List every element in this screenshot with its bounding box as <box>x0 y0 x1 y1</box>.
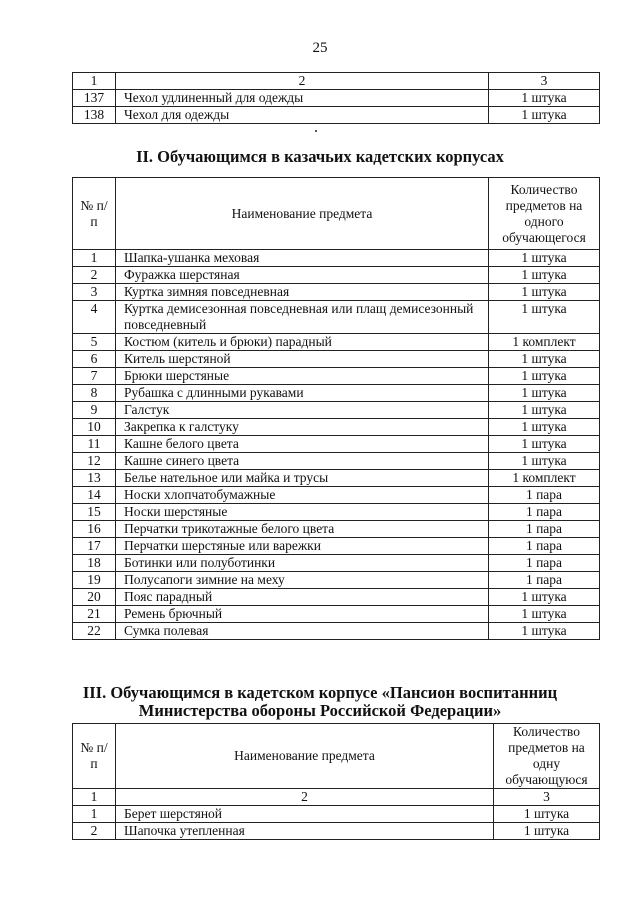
row-number: 20 <box>73 589 116 606</box>
table-header-row <box>73 178 600 250</box>
table-row <box>73 504 600 521</box>
row-number: 15 <box>73 504 116 521</box>
row-number: 21 <box>73 606 116 623</box>
item-quantity: 1 штука <box>489 267 600 284</box>
item-name: Закрепка к галстуку <box>116 419 489 436</box>
table-row <box>73 606 600 623</box>
item-name: Пояс парадный <box>116 589 489 606</box>
column-number-2: 2 <box>116 73 489 90</box>
row-number: 9 <box>73 402 116 419</box>
item-quantity: 1 штука <box>489 453 600 470</box>
item-quantity: 1 штука <box>489 402 600 419</box>
item-name: Шапка-ушанка меховая <box>116 250 489 267</box>
row-number: 18 <box>73 555 116 572</box>
item-quantity: 1 штука <box>489 90 600 107</box>
item-name: Ботинки или полуботинки <box>116 555 489 572</box>
column-header-quantity: Количество предметов на одного обучающегося <box>489 178 600 250</box>
row-number: 137 <box>73 90 116 107</box>
item-name: Сумка полевая <box>116 623 489 640</box>
item-quantity: 1 штука <box>489 623 600 640</box>
item-quantity: 1 штука <box>489 351 600 368</box>
row-number: 19 <box>73 572 116 589</box>
item-quantity: 1 комплект <box>489 334 600 351</box>
table-row <box>73 538 600 555</box>
item-quantity: 1 пара <box>489 572 600 589</box>
table-row <box>73 419 600 436</box>
item-name: Чехол удлиненный для одежды <box>116 90 489 107</box>
table-top <box>72 72 600 124</box>
table-row <box>73 368 600 385</box>
row-number: 3 <box>73 284 116 301</box>
table-row <box>73 487 600 504</box>
column-header-name: Наименование предмета <box>116 724 494 789</box>
item-name: Полусапоги зимние на меху <box>116 572 489 589</box>
item-quantity: 1 пара <box>489 521 600 538</box>
item-name: Шапочка утепленная <box>116 823 494 840</box>
section-3-title-line-2: Министерства обороны Российской Федерации» <box>138 701 502 720</box>
table-header-row <box>73 724 600 789</box>
table-row <box>73 589 600 606</box>
table-section-2 <box>72 177 600 640</box>
row-number: 14 <box>73 487 116 504</box>
row-number: 138 <box>73 107 116 124</box>
item-name: Брюки шерстяные <box>116 368 489 385</box>
table-row <box>73 351 600 368</box>
table-row <box>73 385 600 402</box>
table-column-numbers-row <box>73 789 600 806</box>
table-row <box>73 301 600 334</box>
item-quantity: 1 пара <box>489 504 600 521</box>
table-body <box>73 250 600 640</box>
table-row <box>73 521 600 538</box>
table-section-3 <box>72 723 600 840</box>
table-row <box>73 250 600 267</box>
table-row <box>73 470 600 487</box>
item-name: Носки хлопчатобумажные <box>116 487 489 504</box>
item-quantity: 1 пара <box>489 555 600 572</box>
item-quantity: 1 пара <box>489 538 600 555</box>
item-name: Рубашка с длинными рукавами <box>116 385 489 402</box>
item-quantity: 1 комплект <box>489 470 600 487</box>
row-number: 1 <box>73 806 116 823</box>
item-quantity: 1 штука <box>489 250 600 267</box>
item-quantity: 1 штука <box>489 385 600 402</box>
item-name: Галстук <box>116 402 489 419</box>
row-number: 22 <box>73 623 116 640</box>
item-name: Чехол для одежды <box>116 107 489 124</box>
row-number: 11 <box>73 436 116 453</box>
table-row <box>73 806 600 823</box>
row-number: 1 <box>73 250 116 267</box>
section-2-title: II. Обучающимся в казачьих кадетских корпусах <box>136 147 504 166</box>
row-number: 10 <box>73 419 116 436</box>
item-name: Фуражка шерстяная <box>116 267 489 284</box>
item-name: Кашне белого цвета <box>116 436 489 453</box>
row-number: 13 <box>73 470 116 487</box>
item-quantity: 1 штука <box>489 436 600 453</box>
column-number-1: 1 <box>73 789 116 806</box>
column-number-3: 3 <box>494 789 600 806</box>
item-quantity: 1 штука <box>494 823 600 840</box>
item-quantity: 1 штука <box>489 284 600 301</box>
item-quantity: 1 штука <box>494 806 600 823</box>
section-3-title-line-1: III. Обучающимся в кадетском корпусе «Пансион воспитанниц <box>82 683 558 702</box>
table-row <box>73 623 600 640</box>
column-header-name: Наименование предмета <box>116 178 489 250</box>
row-number: 12 <box>73 453 116 470</box>
item-quantity: 1 штука <box>489 606 600 623</box>
row-number: 5 <box>73 334 116 351</box>
table-row <box>73 453 600 470</box>
column-header-number: № п/п <box>73 178 116 250</box>
column-number-2: 2 <box>116 789 494 806</box>
item-name: Куртка зимняя повседневная <box>116 284 489 301</box>
column-header-number: № п/п <box>73 724 116 789</box>
table-row <box>73 572 600 589</box>
row-number: 16 <box>73 521 116 538</box>
table-row <box>73 436 600 453</box>
table-row <box>73 267 600 284</box>
column-number-1: 1 <box>73 73 116 90</box>
item-name: Берет шерстяной <box>116 806 494 823</box>
row-number: 4 <box>73 301 116 334</box>
item-name: Кашне синего цвета <box>116 453 489 470</box>
column-header-quantity: Количество предметов на одну обучающуюся <box>494 724 600 789</box>
item-quantity: 1 штука <box>489 107 600 124</box>
item-quantity: 1 штука <box>489 419 600 436</box>
scan-mark <box>315 130 317 132</box>
item-name: Ремень брючный <box>116 606 489 623</box>
item-quantity: 1 штука <box>489 301 600 334</box>
item-name: Перчатки шерстяные или варежки <box>116 538 489 555</box>
row-number: 17 <box>73 538 116 555</box>
item-name: Белье нательное или майка и трусы <box>116 470 489 487</box>
row-number: 6 <box>73 351 116 368</box>
row-number: 8 <box>73 385 116 402</box>
table-row <box>73 402 600 419</box>
item-quantity: 1 пара <box>489 487 600 504</box>
table-row <box>73 107 600 124</box>
item-name: Куртка демисезонная повседневная или плащ демисезонный повседневный <box>116 301 489 334</box>
row-number: 7 <box>73 368 116 385</box>
item-name: Носки шерстяные <box>116 504 489 521</box>
table-row <box>73 823 600 840</box>
table-row <box>73 555 600 572</box>
table-row <box>73 284 600 301</box>
row-number: 2 <box>73 823 116 840</box>
item-quantity: 1 штука <box>489 368 600 385</box>
item-name: Перчатки трикотажные белого цвета <box>116 521 489 538</box>
table-row <box>73 334 600 351</box>
row-number: 2 <box>73 267 116 284</box>
item-name: Костюм (китель и брюки) парадный <box>116 334 489 351</box>
page-number: 25 <box>312 40 328 56</box>
column-number-3: 3 <box>489 73 600 90</box>
item-quantity: 1 штука <box>489 589 600 606</box>
item-name: Китель шерстяной <box>116 351 489 368</box>
table-row <box>73 90 600 107</box>
table-header-row <box>73 73 600 90</box>
